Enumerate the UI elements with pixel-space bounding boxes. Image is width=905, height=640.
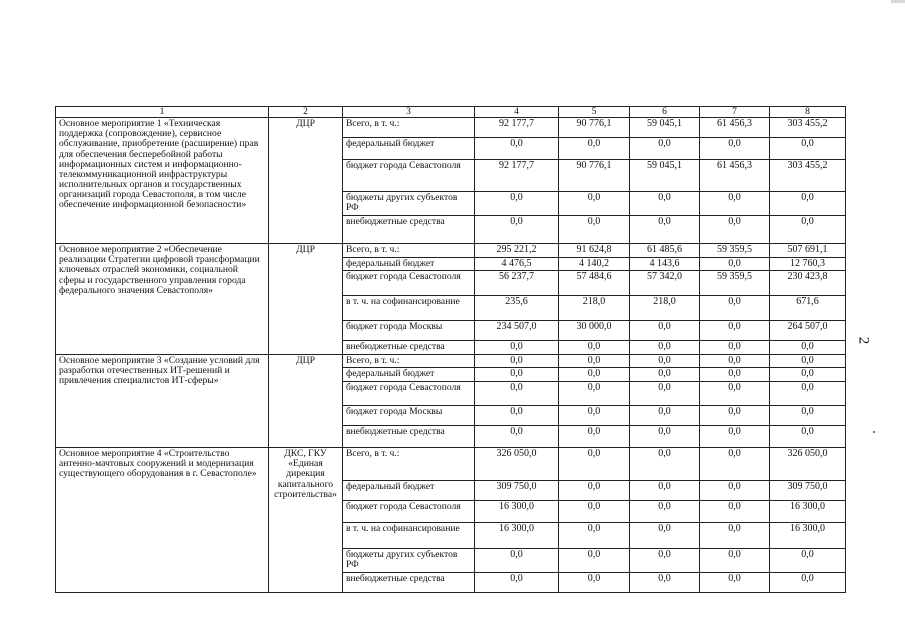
amount-cell: 0,0 (700, 501, 770, 523)
funding-source-cell: бюджет города Москвы (343, 406, 475, 426)
amount-cell: 235,6 (475, 296, 559, 321)
header-cell-7: 7 (700, 107, 770, 118)
amount-cell: 0,0 (700, 257, 770, 271)
amount-cell: 61 485,6 (630, 244, 700, 258)
amount-cell: 218,0 (559, 296, 630, 321)
funding-source-cell: бюджет города Севастополя (343, 501, 475, 523)
amount-cell: 0,0 (559, 138, 630, 160)
amount-cell: 0,0 (475, 426, 559, 448)
amount-cell: 12 760,3 (770, 257, 846, 271)
amount-cell: 0,0 (475, 192, 559, 216)
amount-cell: 0,0 (475, 368, 559, 382)
amount-cell: 16 300,0 (475, 523, 559, 549)
amount-cell: 90 776,1 (559, 118, 630, 138)
amount-cell: 295 221,2 (475, 244, 559, 258)
amount-cell: 92 177,7 (475, 160, 559, 192)
amount-cell: 0,0 (700, 382, 770, 406)
amount-cell: 218,0 (630, 296, 700, 321)
amount-cell: 0,0 (630, 406, 700, 426)
funding-source-cell: бюджеты других субъектов РФ (343, 549, 475, 573)
amount-cell: 0,0 (559, 382, 630, 406)
funding-source-cell: бюджет города Севастополя (343, 271, 475, 296)
amount-cell: 0,0 (559, 354, 630, 368)
amount-cell: 0,0 (770, 138, 846, 160)
amount-cell: 61 456,3 (700, 118, 770, 138)
amount-cell: 56 237,7 (475, 271, 559, 296)
funding-source-cell: федеральный бюджет (343, 481, 475, 501)
funding-source-cell: федеральный бюджет (343, 368, 475, 382)
header-cell-4: 4 (475, 107, 559, 118)
amount-cell: 59 359,5 (700, 271, 770, 296)
measure-cell: Основное мероприятие 1 «Техническая поддержка (сопровождение), сервисное обслуживание, приобретение (расширение) прав для обеспечения бесперебойной работы информационных систем и информационно-телекоммуникационной инфраструктуры исполнительных органов и государственных организаций города Севастополя, в том числе обеспечение информационной безопасности» (56, 118, 269, 244)
amount-cell: 671,6 (770, 296, 846, 321)
amount-cell: 0,0 (700, 448, 770, 481)
amount-cell: 92 177,7 (475, 118, 559, 138)
amount-cell: 0,0 (700, 341, 770, 355)
amount-cell: 0,0 (475, 216, 559, 244)
amount-cell: 0,0 (700, 549, 770, 573)
amount-cell: 91 624,8 (559, 244, 630, 258)
funding-source-cell: внебюджетные средства (343, 426, 475, 448)
amount-cell: 59 359,5 (700, 244, 770, 258)
amount-cell: 0,0 (630, 549, 700, 573)
funding-source-cell: в т. ч. на софинансирование (343, 296, 475, 321)
table-row (56, 118, 846, 138)
scan-corner-mark (891, 0, 905, 3)
page-number: 2 (855, 336, 872, 345)
amount-cell: 0,0 (770, 406, 846, 426)
amount-cell: 16 300,0 (475, 501, 559, 523)
amount-cell: 4 476,5 (475, 257, 559, 271)
program-funding-table (55, 106, 846, 593)
amount-cell: 0,0 (700, 321, 770, 341)
funding-source-cell: в т. ч. на софинансирование (343, 523, 475, 549)
executor-cell: ДКС, ГКУ «Единая дирекция капитального строительства» (269, 448, 343, 593)
amount-cell: 57 484,6 (559, 271, 630, 296)
amount-cell: 0,0 (559, 426, 630, 448)
amount-cell: 30 000,0 (559, 321, 630, 341)
amount-cell: 0,0 (770, 368, 846, 382)
header-cell-8: 8 (770, 107, 846, 118)
header-cell-1: 1 (56, 107, 269, 118)
amount-cell: 264 507,0 (770, 321, 846, 341)
amount-cell: 4 140,2 (559, 257, 630, 271)
measure-cell: Основное мероприятие 3 «Создание условий для разработки отечественных ИТ-решений и привлечения специалистов ИТ-сферы» (56, 354, 269, 447)
amount-cell: 16 300,0 (770, 523, 846, 549)
funding-source-cell: бюджет города Севастополя (343, 382, 475, 406)
amount-cell: 0,0 (559, 192, 630, 216)
funding-source-cell: внебюджетные средства (343, 573, 475, 593)
header-cell-6: 6 (630, 107, 700, 118)
header-cell-5: 5 (559, 107, 630, 118)
amount-cell: 0,0 (559, 368, 630, 382)
amount-cell: 0,0 (700, 354, 770, 368)
amount-cell: 0,0 (475, 354, 559, 368)
amount-cell: 0,0 (559, 481, 630, 501)
amount-cell: 0,0 (770, 426, 846, 448)
amount-cell: 0,0 (770, 573, 846, 593)
amount-cell: 234 507,0 (475, 321, 559, 341)
amount-cell: 0,0 (559, 406, 630, 426)
amount-cell: 303 455,2 (770, 118, 846, 138)
measure-cell: Основное мероприятие 2 «Обеспечение реализации Стратегии цифровой трансформации ключевых отраслей экономики, социальной сферы и государственного управления города федерального значения Севастополя» (56, 244, 269, 355)
funding-source-cell: бюджеты других субъектов РФ (343, 192, 475, 216)
measure-cell: Основное мероприятие 4 «Строительство антенно-мачтовых сооружений и модернизация существующего оборудования в г. Севастополе» (56, 448, 269, 593)
amount-cell: 0,0 (630, 216, 700, 244)
amount-cell: 0,0 (770, 382, 846, 406)
amount-cell: 230 423,8 (770, 271, 846, 296)
amount-cell: 326 050,0 (770, 448, 846, 481)
funding-source-cell: Всего, в т. ч.: (343, 448, 475, 481)
amount-cell: 0,0 (770, 354, 846, 368)
amount-cell: 90 776,1 (559, 160, 630, 192)
funding-source-cell: внебюджетные средства (343, 341, 475, 355)
amount-cell: 0,0 (475, 549, 559, 573)
amount-cell: 0,0 (559, 549, 630, 573)
amount-cell: 0,0 (700, 138, 770, 160)
amount-cell: 0,0 (630, 368, 700, 382)
amount-cell: 0,0 (630, 573, 700, 593)
amount-cell: 16 300,0 (770, 501, 846, 523)
amount-cell: 0,0 (630, 501, 700, 523)
amount-cell: 0,0 (630, 192, 700, 216)
amount-cell: 59 045,1 (630, 160, 700, 192)
amount-cell: 0,0 (700, 192, 770, 216)
amount-cell: 0,0 (700, 216, 770, 244)
amount-cell: 0,0 (559, 501, 630, 523)
amount-cell: 0,0 (559, 341, 630, 355)
amount-cell: 0,0 (770, 216, 846, 244)
amount-cell: 0,0 (630, 341, 700, 355)
amount-cell: 0,0 (475, 341, 559, 355)
amount-cell: 0,0 (700, 481, 770, 501)
amount-cell: 0,0 (475, 382, 559, 406)
amount-cell: 309 750,0 (475, 481, 559, 501)
amount-cell: 0,0 (475, 573, 559, 593)
amount-cell: 0,0 (770, 192, 846, 216)
table-row (56, 244, 846, 258)
amount-cell: 0,0 (630, 138, 700, 160)
amount-cell: 507 691,1 (770, 244, 846, 258)
scan-speck (873, 431, 875, 433)
amount-cell: 0,0 (700, 573, 770, 593)
funding-source-cell: федеральный бюджет (343, 257, 475, 271)
header-cell-2: 2 (269, 107, 343, 118)
amount-cell: 0,0 (630, 354, 700, 368)
amount-cell: 0,0 (630, 448, 700, 481)
amount-cell: 326 050,0 (475, 448, 559, 481)
header-cell-3: 3 (343, 107, 475, 118)
funding-source-cell: бюджет города Севастополя (343, 160, 475, 192)
table-body (56, 118, 846, 593)
amount-cell: 0,0 (559, 448, 630, 481)
amount-cell: 0,0 (770, 549, 846, 573)
table-header (56, 107, 846, 118)
amount-cell: 0,0 (630, 523, 700, 549)
table-row (56, 354, 846, 368)
funding-source-cell: Всего, в т. ч.: (343, 244, 475, 258)
executor-cell: ДЦР (269, 354, 343, 447)
amount-cell: 0,0 (700, 406, 770, 426)
amount-cell: 59 045,1 (630, 118, 700, 138)
table-row (56, 448, 846, 481)
amount-cell: 0,0 (559, 523, 630, 549)
amount-cell: 303 455,2 (770, 160, 846, 192)
funding-source-cell: Всего, в т. ч.: (343, 354, 475, 368)
amount-cell: 0,0 (630, 382, 700, 406)
amount-cell: 0,0 (700, 523, 770, 549)
funding-source-cell: Всего, в т. ч.: (343, 118, 475, 138)
amount-cell: 0,0 (700, 368, 770, 382)
amount-cell: 0,0 (770, 341, 846, 355)
funding-source-cell: федеральный бюджет (343, 138, 475, 160)
funding-source-cell: внебюджетные средства (343, 216, 475, 244)
amount-cell: 0,0 (700, 296, 770, 321)
amount-cell: 0,0 (630, 426, 700, 448)
executor-cell: ДЦР (269, 118, 343, 244)
amount-cell: 61 456,3 (700, 160, 770, 192)
amount-cell: 0,0 (475, 138, 559, 160)
amount-cell: 0,0 (475, 406, 559, 426)
funding-source-cell: бюджет города Москвы (343, 321, 475, 341)
amount-cell: 4 143,6 (630, 257, 700, 271)
amount-cell: 0,0 (700, 426, 770, 448)
header-row (56, 107, 846, 118)
amount-cell: 0,0 (630, 481, 700, 501)
amount-cell: 0,0 (559, 216, 630, 244)
amount-cell: 0,0 (559, 573, 630, 593)
amount-cell: 309 750,0 (770, 481, 846, 501)
executor-cell: ДЦР (269, 244, 343, 355)
amount-cell: 57 342,0 (630, 271, 700, 296)
amount-cell: 0,0 (630, 321, 700, 341)
